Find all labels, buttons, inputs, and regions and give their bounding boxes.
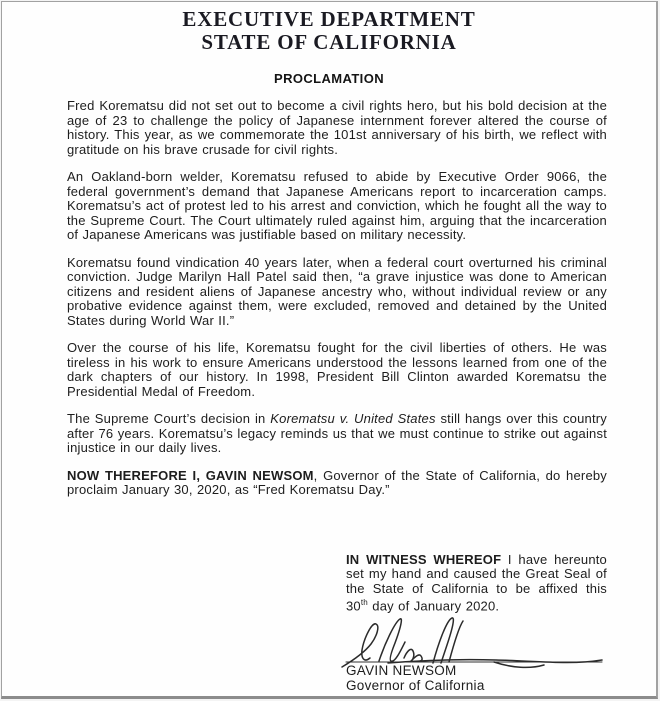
document-type-title: PROCLAMATION bbox=[274, 71, 384, 86]
flex-spacer bbox=[2, 511, 656, 553]
signatory-title: Governor of California bbox=[346, 678, 485, 693]
governor-signature-scribble bbox=[346, 616, 604, 666]
attestation-block bbox=[346, 553, 607, 696]
proclamation-page bbox=[1, 1, 658, 699]
proclamation-paragraph-5: The Supreme Court’s decision in Korematsu v. United States still hangs over this country after 76 years. Korematsu’s legacy reminds us that we must continue to strike out against injustice in our daily lives. bbox=[67, 411, 607, 455]
header-line-2: STATE OF CALIFORNIA bbox=[201, 30, 457, 54]
proclamation-paragraph-6: NOW THEREFORE I, GAVIN NEWSOM, Governor of the State of California, do hereby proclaim January 30, 2020, as “Fred Korematsu Day.” bbox=[67, 467, 608, 497]
proclamation-paragraph-1: Fred Korematsu did not set out to become a civil rights hero, but his bold decision at the age of 23 to challenge the policy of Japanese internment forever altered the course of history. This year, as we commemorate the 101st anniversary of his birth, we reflect with gratitude on his brave crusade for civil rights. bbox=[67, 98, 607, 157]
witness-clause: IN WITNESS WHEREOF I have hereunto set my hand and caused the Great Seal of the State of California to be affixed this 30th day of January 2020. bbox=[346, 551, 607, 614]
proclamation-body bbox=[2, 86, 656, 511]
document-header bbox=[2, 2, 656, 54]
signatory-name: GAVIN NEWSOM bbox=[346, 663, 457, 678]
proclamation-paragraph-3: Korematsu found vindication 40 years later, when a federal court overturned his criminal conviction. Judge Marilyn Hall Patel said then, “a grave injustice was done to American citizens and resident aliens of Japanese ancestry who, without individual review or any probative evidence against them, were excluded, removed and detained by the United States during World War II.” bbox=[67, 254, 607, 328]
header-line-1: EXECUTIVE DEPARTMENT bbox=[182, 7, 476, 31]
proclamation-paragraph-4: Over the course of his life, Korematsu fought for the civil liberties of others. He was tireless in his work to ensure Americans understood the lessons learned from one of the dark chapters of our history. In 1998, President Bill Clinton awarded Korematsu the Presidential Medal of Freedom. bbox=[67, 340, 607, 399]
proclamation-paragraph-2: An Oakland-born welder, Korematsu refused to abide by Executive Order 9066, the federal government’s demand that Japanese Americans report to incarceration camps. Korematsu’s act of protest led to his arrest and conviction, which he fought all the way to the Supreme Court. The Court ultimately ruled against him, arguing that the incarceration of Japanese Americans was justifiable based on military necessity. bbox=[67, 169, 607, 242]
